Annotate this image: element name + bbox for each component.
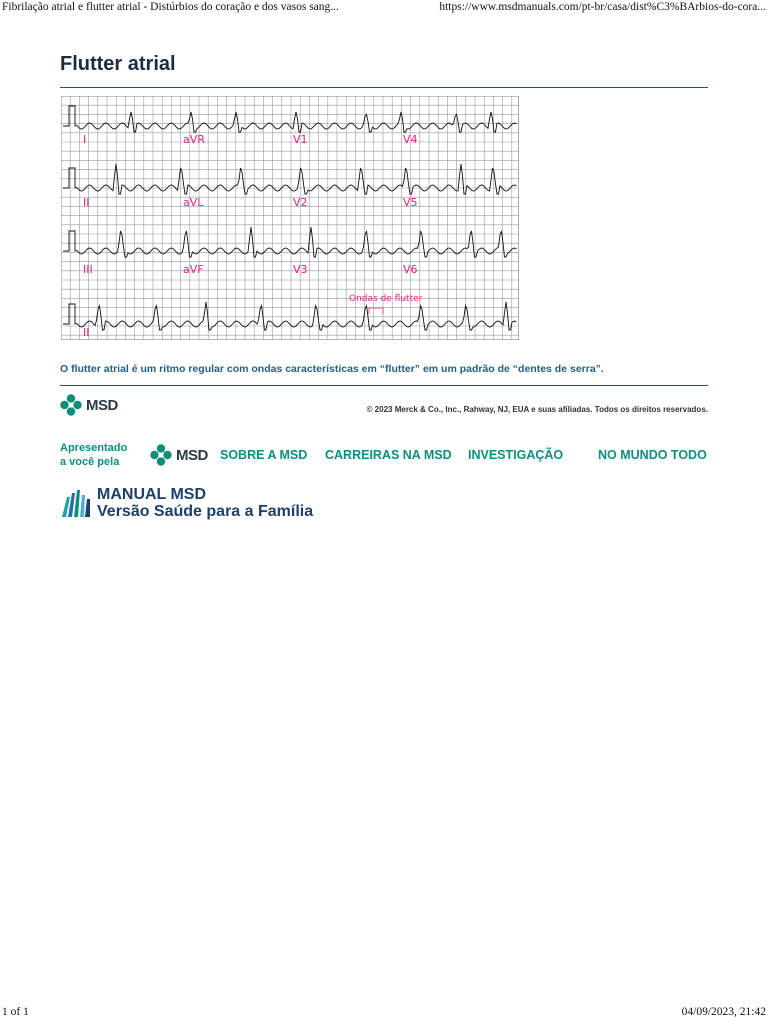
ecg-lead-label: V6 [403,263,418,276]
nav-link-careers[interactable]: CARREIRAS NA MSD [325,448,452,462]
ecg-lead-label: aVF [183,263,204,276]
presented-line-2: a você pela [60,456,120,468]
ecg-lead-label: V2 [293,196,308,209]
manual-title: MANUAL MSD [97,486,207,503]
ecg-figure [61,96,519,340]
copyright-text: © 2023 Merck & Co., Inc., Rahway, NJ, EUA e suas afiliadas. Todos os direitos reservados. [366,405,708,414]
ecg-lead-label: V3 [293,263,308,276]
title-divider [60,87,708,88]
msd-emblem-icon [60,394,82,416]
print-datetime: 04/09/2023, 21:42 [681,1006,766,1018]
msd-logo-text: MSD [176,446,208,464]
nav-link-research[interactable]: INVESTIGAÇÃO [468,448,564,462]
ecg-lead-label: III [83,263,93,276]
msd-logo-secondary[interactable] [150,444,208,466]
print-header [0,0,768,18]
ecg-lead-label: V4 [403,133,418,146]
ecg-lead-label: V5 [403,196,418,209]
ecg-lead-label: II [83,326,90,339]
nav-link-about[interactable]: SOBRE A MSD [220,448,308,462]
ecg-lead-label: V1 [293,133,308,146]
page-title: Flutter atrial [60,53,176,75]
presented-by [60,441,127,469]
footer-divider [60,385,708,386]
msd-logo[interactable] [60,394,118,416]
manual-msd-logo[interactable] [60,487,92,524]
manual-subtitle: Versão Saúde para a Família [97,503,314,520]
figure-caption: O flutter atrial é um ritmo regular com ondas características em “flutter” em um padrão de “dentes de serra”. [60,362,604,375]
presented-line-1: Apresentado [60,442,128,454]
ecg-lead-label: aVR [183,133,205,146]
ecg-lead-label: II [83,196,90,209]
ecg-chart [61,96,519,340]
manual-books-icon [60,487,92,519]
nav-link-worldwide[interactable]: NO MUNDO TODO [598,448,707,462]
ecg-lead-label: aVL [183,196,204,209]
print-page-count: 1 of 1 [2,1006,29,1018]
ecg-lead-label: I [83,133,87,146]
print-footer [0,1006,768,1024]
print-url: https://www.msdmanuals.com/pt-br/casa/dist%C3%BArbios-do-cora... [439,1,766,13]
msd-logo-text: MSD [86,396,118,414]
msd-emblem-icon [150,444,172,466]
ecg-annotation: Ondas de flutter [349,294,423,304]
print-page-title: Fibrilação atrial e flutter atrial - Distúrbios do coração e dos vasos sang... [2,1,339,13]
